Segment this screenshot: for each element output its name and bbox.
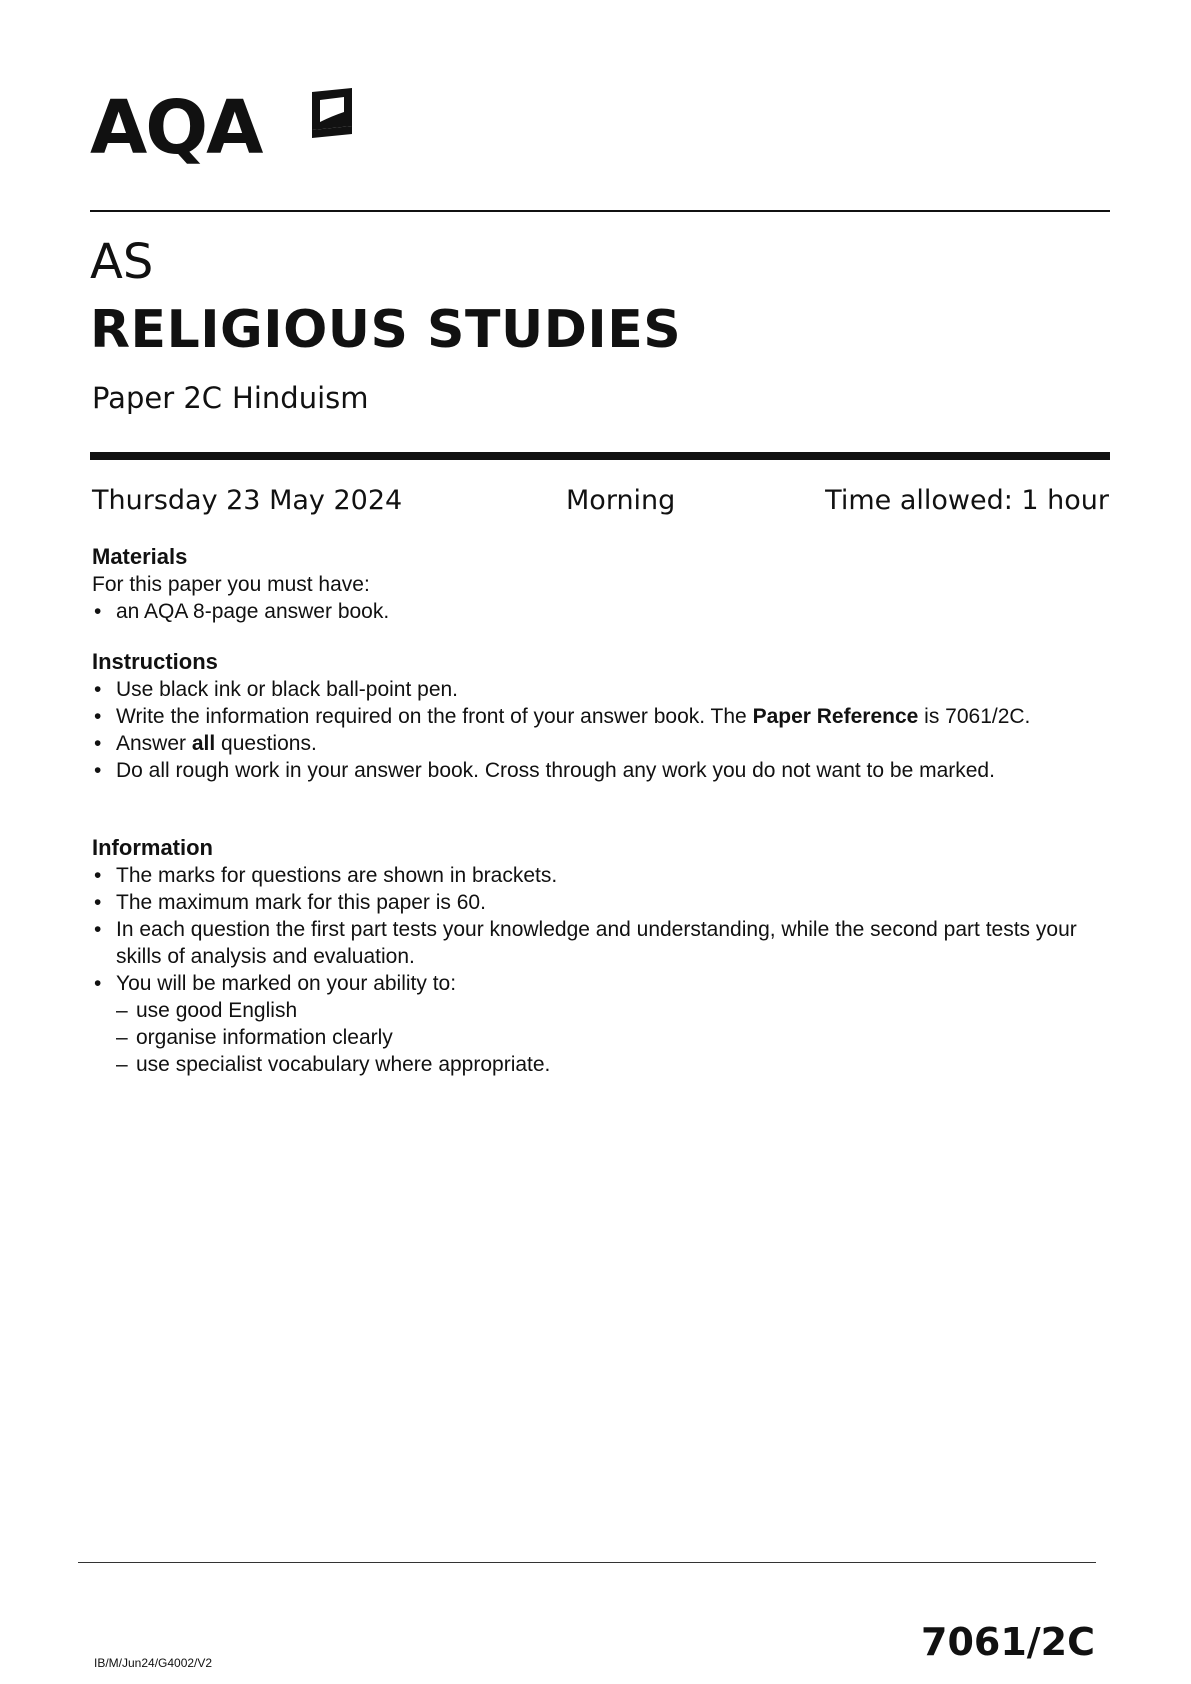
information-list <box>92 862 1102 997</box>
header-divider <box>90 210 1110 212</box>
instruction-bold: Paper Reference <box>752 705 919 728</box>
list-item: • In each question the first part tests your knowledge and understanding, while the second part tests your skills of analysis and evaluation. <box>92 916 1102 970</box>
list-item: • You will be marked on your ability to: <box>92 970 1102 997</box>
materials-section <box>92 543 1102 625</box>
exam-session: Morning <box>566 485 676 516</box>
list-item <box>92 730 1102 757</box>
time-allowed: Time allowed: 1 hour <box>825 485 1109 516</box>
instructions-list <box>92 676 1102 784</box>
information-heading: Information <box>92 835 213 860</box>
list-item: • Use black ink or black ball-point pen. <box>92 676 1102 703</box>
subject-title: RELIGIOUS STUDIES <box>90 300 682 360</box>
instruction-text: Answer <box>116 732 192 755</box>
document-reference: IB/M/Jun24/G4002/V2 <box>94 1656 213 1670</box>
aqa-logo <box>90 78 360 178</box>
title-divider <box>90 452 1110 460</box>
list-item: – use good English <box>92 997 1102 1024</box>
instruction-text: is 7061/2C. <box>918 705 1031 728</box>
exam-date: Thursday 23 May 2024 <box>92 485 403 516</box>
instruction-text: Write the information required on the front of your answer book. The <box>116 705 753 728</box>
footer-divider <box>78 1562 1096 1563</box>
information-section <box>92 834 1102 1078</box>
materials-list <box>92 598 1102 625</box>
information-sublist <box>92 997 1102 1078</box>
paper-code: 7061/2C <box>921 1620 1095 1664</box>
paper-title <box>92 380 369 416</box>
list-item <box>92 703 1102 730</box>
list-item: – use specialist vocabulary where appropriate. <box>92 1051 1102 1078</box>
materials-heading: Materials <box>92 544 188 569</box>
list-item: • The marks for questions are shown in brackets. <box>92 862 1102 889</box>
logo-mark-icon <box>308 86 354 138</box>
list-item: • The maximum mark for this paper is 60. <box>92 889 1102 916</box>
instructions-heading: Instructions <box>92 649 218 674</box>
logo-text: AQA <box>90 85 262 171</box>
instruction-bold: all <box>191 732 216 755</box>
paper-topic: Hinduism <box>232 381 369 415</box>
list-item: • an AQA 8-page answer book. <box>92 598 1102 625</box>
instruction-text: questions. <box>215 732 317 755</box>
list-item: • Do all rough work in your answer book. Cross through any work you do not want to be marked. <box>92 757 1102 784</box>
paper-label: Paper 2C <box>92 381 223 415</box>
instructions-section <box>92 648 1102 784</box>
qualification-level: AS <box>90 234 154 290</box>
list-item: – organise information clearly <box>92 1024 1102 1051</box>
materials-intro: For this paper you must have: <box>92 573 370 596</box>
